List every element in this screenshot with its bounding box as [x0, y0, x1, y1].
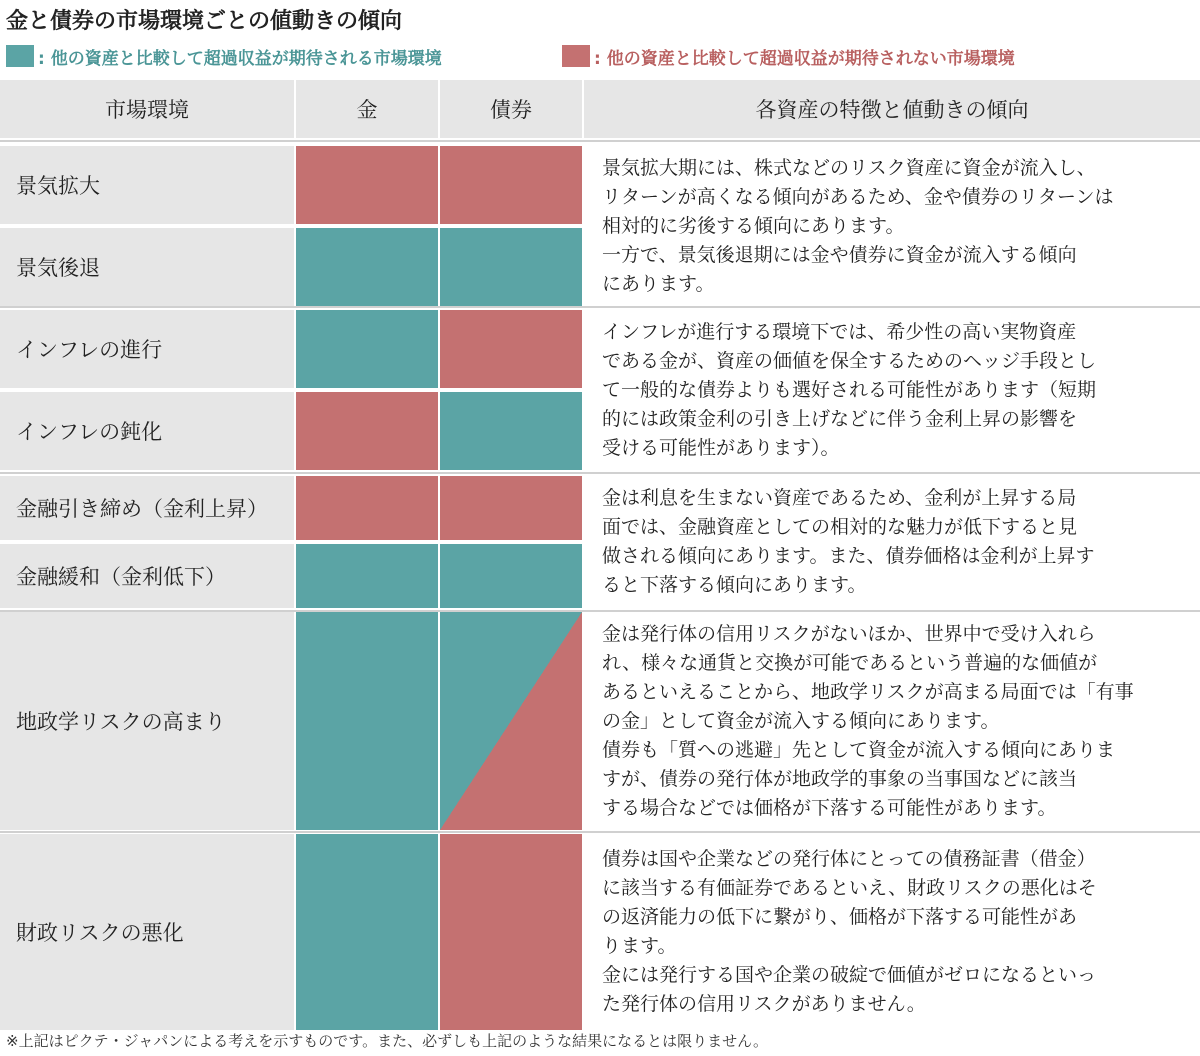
bond-indicator-cell	[440, 228, 582, 306]
legend-label-unfavorable: : 他の資産と比較して超過収益が期待されない市場環境	[594, 48, 1015, 69]
header-environment: 市場環境	[0, 80, 294, 138]
description-cell	[584, 612, 1200, 830]
row-environment-label: 景気拡大	[0, 146, 294, 224]
description-line: 金には発行する国や企業の破綻で価値がゼロになるといっ	[602, 964, 1097, 986]
description-line: 金は利息を生まない資産であるため、金利が上昇する局	[602, 487, 1077, 509]
bond-indicator-cell	[440, 476, 582, 540]
bond-indicator-cell	[440, 544, 582, 608]
description-line: た発行体の信用リスクがありません。	[602, 993, 926, 1015]
legend-unfavorable	[562, 44, 1015, 68]
legend-label-favorable: : 他の資産と比較して超過収益が期待される市場環境	[38, 48, 442, 69]
legend-swatch-unfavorable	[562, 45, 590, 67]
description-line: 一方で、景気後退期には金や債券に資金が流入する傾向	[602, 243, 1077, 266]
description-line: リターンが高くなる傾向があるため、金や債券のリターンは	[602, 185, 1114, 208]
description-line: ると下落する傾向にあります。	[602, 574, 867, 596]
description-line: に該当する有価証券であるといえ、財政リスクの悪化はそ	[602, 877, 1097, 899]
table-divider	[0, 610, 1200, 612]
description-line: あるといえることから、地政学リスクが高まる局面では「有事	[602, 680, 1134, 703]
footnote: ※上記はピクテ・ジャパンによる考えを示すものです。また、必ずしも上記のような結果になるとは限りません。	[6, 1032, 768, 1050]
bond-indicator-cell	[440, 310, 582, 388]
description-line: である金が、資産の価値を保全するためのヘッジ手段とし	[602, 349, 1097, 372]
description-line: にあります。	[602, 272, 715, 295]
header-description: 各資産の特徴と値動きの傾向	[584, 80, 1200, 138]
row-environment-label: 景気後退	[0, 228, 294, 306]
description-line: 金は発行体の信用リスクがないほか、世界中で受け入れら	[602, 622, 1096, 645]
bond-indicator-cell	[440, 834, 582, 1030]
description-cell	[584, 476, 1200, 608]
table-divider	[0, 472, 1200, 474]
row-environment-label: 金融緩和（金利低下）	[0, 544, 294, 608]
description-line: する場合などでは価格が下落する可能性があります。	[602, 796, 1057, 819]
description-cell	[584, 834, 1200, 1030]
description-line: 的には政策金利の引き上げなどに伴う金利上昇の影響を	[602, 407, 1078, 430]
table-divider	[0, 831, 1200, 833]
table-divider	[0, 306, 1200, 308]
legend-swatch-favorable	[6, 45, 34, 67]
description-line: すが、債券の発行体が地政学的事象の当事国などに該当	[602, 767, 1078, 790]
description-line: 相対的に劣後する傾向にあります。	[602, 214, 905, 237]
header-bond: 債券	[440, 80, 582, 138]
description-line: 做される傾向にあります。また、債券価格は金利が上昇す	[602, 545, 1095, 567]
description-line: 債券も「質への逃避」先として資金が流入する傾向にありま	[602, 738, 1116, 761]
gold-indicator-cell	[296, 834, 438, 1030]
gold-indicator-cell	[296, 228, 438, 306]
description-line: ります。	[602, 935, 677, 957]
description-line: の金」として資金が流入する傾向にあります。	[602, 709, 1000, 732]
row-environment-label: インフレの鈍化	[0, 392, 294, 470]
page-title: 金と債券の市場環境ごとの値動きの傾向	[6, 9, 403, 34]
row-environment-label: 財政リスクの悪化	[0, 834, 294, 1030]
gold-indicator-cell	[296, 146, 438, 224]
description-line: 債券は国や企業などの発行体にとっての債務証書（借金）	[602, 848, 1096, 870]
description-line: の返済能力の低下に繋がり、価格が下落する可能性があ	[602, 906, 1078, 928]
description-line: て一般的な債券よりも選好される可能性があります（短期	[602, 378, 1097, 401]
gold-indicator-cell	[296, 476, 438, 540]
gold-indicator-cell	[296, 392, 438, 470]
description-line: 受ける可能性があります）。	[602, 436, 840, 459]
bond-indicator-cell	[440, 146, 582, 224]
row-environment-label: 金融引き締め（金利上昇）	[0, 476, 294, 540]
gold-indicator-cell	[296, 544, 438, 608]
header-gold: 金	[296, 80, 438, 138]
description-line: れ、様々な通貨と交換が可能であるという普遍的な価値が	[602, 651, 1098, 674]
gold-indicator-cell	[296, 612, 438, 830]
description-line: インフレが進行する環境下では、希少性の高い実物資産	[602, 320, 1077, 343]
description-line: 面では、金融資産としての相対的な魅力が低下すると見	[602, 516, 1078, 538]
bond-indicator-cell	[440, 392, 582, 470]
row-environment-label: 地政学リスクの高まり	[0, 612, 294, 830]
description-line: 景気拡大期には、株式などのリスク資産に資金が流入し、	[602, 156, 1096, 179]
bond-indicator-cell	[440, 612, 582, 830]
description-cell	[584, 146, 1200, 306]
row-environment-label: インフレの進行	[0, 310, 294, 388]
description-cell	[584, 310, 1200, 470]
table-divider	[0, 140, 1200, 142]
gold-indicator-cell	[296, 310, 438, 388]
legend-favorable	[6, 44, 442, 68]
